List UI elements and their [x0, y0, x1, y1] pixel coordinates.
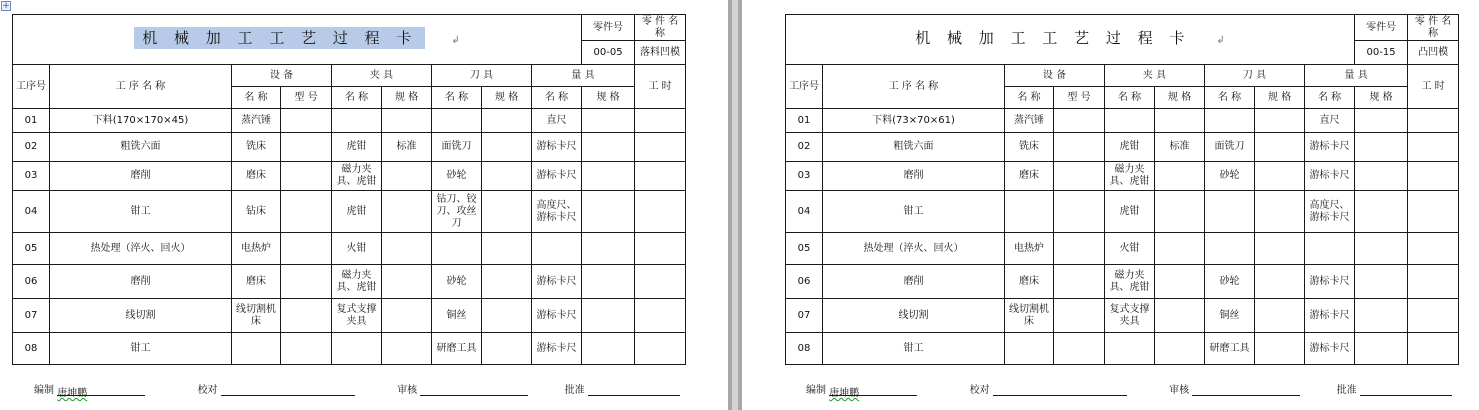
process-row: [13, 265, 686, 299]
compiler-field[interactable]: 唐坤鹏: [57, 384, 145, 396]
gauge-name-cell[interactable]: 游标卡尺: [1305, 133, 1355, 162]
equipment-model-cell[interactable]: [1054, 299, 1105, 333]
page-gutter: [728, 0, 742, 410]
fixture-spec-cell[interactable]: [1155, 162, 1205, 191]
step-no-cell[interactable]: 01: [13, 109, 50, 133]
tool-spec-cell[interactable]: [1255, 299, 1305, 333]
header-equipment: 设 备: [1005, 65, 1105, 87]
check-field[interactable]: [221, 384, 355, 396]
part-name-label: 零 件 名 称: [1408, 15, 1459, 41]
step-no-cell[interactable]: 04: [13, 191, 50, 233]
step-name-cell[interactable]: 下料(170×170×45): [50, 109, 232, 133]
fixture-spec-cell[interactable]: [1155, 299, 1205, 333]
tool-spec-cell[interactable]: [1255, 109, 1305, 133]
fixture-spec-cell[interactable]: [382, 333, 432, 365]
sub-header-name: 名 称: [232, 87, 281, 109]
header-time: 工 时: [635, 65, 686, 109]
time-cell[interactable]: [1408, 162, 1459, 191]
process-row: [786, 162, 1459, 191]
time-cell[interactable]: [635, 233, 686, 265]
approve-label: 批准: [564, 385, 585, 396]
check-label: 校对: [969, 385, 990, 396]
approve-field[interactable]: [588, 384, 680, 396]
fixture-spec-cell[interactable]: [1155, 233, 1205, 265]
gauge-spec-cell[interactable]: [582, 191, 635, 233]
sub-header-model: 型 号: [1054, 87, 1105, 109]
equipment-name-cell[interactable]: 线切割机床: [232, 299, 281, 333]
sub-header-spec: 规 格: [1155, 87, 1205, 109]
review-field[interactable]: [420, 384, 528, 396]
step-no-cell[interactable]: 07: [786, 299, 823, 333]
time-cell[interactable]: [1408, 265, 1459, 299]
step-no-cell[interactable]: 06: [13, 265, 50, 299]
time-cell[interactable]: [635, 265, 686, 299]
tool-name-cell[interactable]: [1205, 191, 1255, 233]
gauge-name-cell[interactable]: 游标卡尺: [532, 133, 582, 162]
step-name-cell[interactable]: 磨削: [50, 265, 232, 299]
process-row: [786, 299, 1459, 333]
step-name-cell[interactable]: 粗铣六面: [50, 133, 232, 162]
tool-name-cell[interactable]: 研磨工具: [432, 333, 482, 365]
gauge-spec-cell[interactable]: [1355, 162, 1408, 191]
equipment-model-cell[interactable]: [281, 333, 332, 365]
step-no-cell[interactable]: 05: [13, 233, 50, 265]
tool-name-cell[interactable]: 铜丝: [432, 299, 482, 333]
step-name-cell[interactable]: 线切割: [823, 299, 1005, 333]
sub-header-name: 名 称: [1105, 87, 1155, 109]
tool-spec-cell[interactable]: [482, 162, 532, 191]
equipment-name-cell[interactable]: 蒸汽锤: [232, 109, 281, 133]
equipment-model-cell[interactable]: [1054, 333, 1105, 365]
gauge-spec-cell[interactable]: [582, 233, 635, 265]
time-cell[interactable]: [635, 333, 686, 365]
step-name-cell[interactable]: 磨削: [50, 162, 232, 191]
fixture-name-cell[interactable]: [332, 109, 382, 133]
tool-spec-cell[interactable]: [1255, 191, 1305, 233]
sub-header-name: 名 称: [432, 87, 482, 109]
gauge-spec-cell[interactable]: [1355, 299, 1408, 333]
equipment-name-cell[interactable]: 铣床: [232, 133, 281, 162]
header-gauge: 量 具: [1305, 65, 1408, 87]
step-no-cell[interactable]: 01: [786, 109, 823, 133]
equipment-name-cell[interactable]: 电热炉: [232, 233, 281, 265]
fixture-name-cell[interactable]: [1105, 333, 1155, 365]
part-name-label: 零 件 名 称: [635, 15, 686, 41]
step-no-cell[interactable]: 08: [786, 333, 823, 365]
header-step-name: 工 序 名 称: [823, 65, 1005, 109]
tool-name-cell[interactable]: 砂轮: [1205, 265, 1255, 299]
sub-header-name: 名 称: [532, 87, 582, 109]
equipment-model-cell[interactable]: [1054, 233, 1105, 265]
sub-header-spec: 规 格: [382, 87, 432, 109]
tool-spec-cell[interactable]: [1255, 162, 1305, 191]
equipment-model-cell[interactable]: [1054, 191, 1105, 233]
sub-header-spec: 规 格: [1255, 87, 1305, 109]
fixture-spec-cell[interactable]: [1155, 191, 1205, 233]
tool-name-cell[interactable]: [432, 109, 482, 133]
header-fixture: 夹 具: [1105, 65, 1205, 87]
step-no-cell[interactable]: 03: [13, 162, 50, 191]
compile-label: 编制: [806, 385, 826, 396]
step-no-cell[interactable]: 06: [786, 265, 823, 299]
equipment-model-cell[interactable]: [281, 233, 332, 265]
tool-spec-cell[interactable]: [482, 133, 532, 162]
fixture-name-cell[interactable]: 磁力夹具、虎钳: [1105, 162, 1155, 191]
step-no-cell[interactable]: 02: [13, 133, 50, 162]
tool-name-cell[interactable]: 砂轮: [1205, 162, 1255, 191]
tool-spec-cell[interactable]: [1255, 265, 1305, 299]
fixture-name-cell[interactable]: 虎钳: [332, 133, 382, 162]
fixture-name-cell[interactable]: 火钳: [332, 233, 382, 265]
time-cell[interactable]: [635, 191, 686, 233]
step-name-cell[interactable]: 钳工: [50, 191, 232, 233]
process-row: [13, 333, 686, 365]
sub-header-model: 型 号: [281, 87, 332, 109]
fixture-spec-cell[interactable]: [1155, 265, 1205, 299]
step-name-cell[interactable]: 磨削: [823, 265, 1005, 299]
equipment-model-cell[interactable]: [1054, 162, 1105, 191]
step-name-cell[interactable]: 线切割: [50, 299, 232, 333]
equipment-model-cell[interactable]: [281, 191, 332, 233]
tool-name-cell[interactable]: 砂轮: [432, 265, 482, 299]
card-title[interactable]: 机 械 加 工 工 艺 过 程 卡 ↲: [13, 15, 582, 65]
paragraph-mark-icon: ↲: [451, 35, 460, 46]
sub-header-name: 名 称: [1305, 87, 1355, 109]
gauge-name-cell[interactable]: 高度尺、游标卡尺: [532, 191, 582, 233]
tool-name-cell[interactable]: 砂轮: [432, 162, 482, 191]
fixture-name-cell[interactable]: 复式支撑夹具: [1105, 299, 1155, 333]
process-row: [13, 133, 686, 162]
step-name-cell[interactable]: 钳工: [823, 333, 1005, 365]
sub-header-spec: 规 格: [1355, 87, 1408, 109]
tool-spec-cell[interactable]: [482, 333, 532, 365]
header-step-no: 工序号: [786, 65, 823, 109]
fixture-name-cell[interactable]: 火钳: [1105, 233, 1155, 265]
process-row: [786, 191, 1459, 233]
equipment-name-cell[interactable]: [232, 333, 281, 365]
header-equipment: 设 备: [232, 65, 332, 87]
part-no-value[interactable]: 00-05: [582, 41, 635, 65]
time-cell[interactable]: [1408, 191, 1459, 233]
header-step-name: 工 序 名 称: [50, 65, 232, 109]
gauge-spec-cell[interactable]: [582, 333, 635, 365]
time-cell[interactable]: [635, 133, 686, 162]
equipment-model-cell[interactable]: [1054, 133, 1105, 162]
gauge-spec-cell[interactable]: [1355, 333, 1408, 365]
check-label: 校对: [197, 385, 218, 396]
time-cell[interactable]: [1408, 299, 1459, 333]
gauge-name-cell[interactable]: 游标卡尺: [1305, 265, 1355, 299]
fixture-name-cell[interactable]: 虎钳: [1105, 133, 1155, 162]
sub-header-name: 名 称: [332, 87, 382, 109]
gauge-name-cell[interactable]: 游标卡尺: [532, 162, 582, 191]
step-name-cell[interactable]: 热处理（淬火、回火）: [823, 233, 1005, 265]
equipment-name-cell[interactable]: 线切割机床: [1005, 299, 1054, 333]
equipment-name-cell[interactable]: 蒸汽锤: [1005, 109, 1054, 133]
process-row: [786, 233, 1459, 265]
tool-spec-cell[interactable]: [1255, 133, 1305, 162]
gauge-name-cell[interactable]: [1305, 233, 1355, 265]
gauge-spec-cell[interactable]: [582, 109, 635, 133]
gauge-name-cell[interactable]: 游标卡尺: [532, 299, 582, 333]
review-label: 审核: [1169, 385, 1190, 396]
step-no-cell[interactable]: 03: [786, 162, 823, 191]
process-row: [13, 162, 686, 191]
tool-spec-cell[interactable]: [482, 299, 532, 333]
tool-name-cell[interactable]: 铜丝: [1205, 299, 1255, 333]
footer-signoff: [806, 381, 1452, 399]
step-no-cell[interactable]: 07: [13, 299, 50, 333]
step-no-cell[interactable]: 05: [786, 233, 823, 265]
equipment-name-cell[interactable]: 铣床: [1005, 133, 1054, 162]
compiler-field[interactable]: 唐坤鹏: [829, 384, 917, 396]
header-gauge: 量 具: [532, 65, 635, 87]
gauge-spec-cell[interactable]: [1355, 109, 1408, 133]
tool-spec-cell[interactable]: [482, 109, 532, 133]
fixture-spec-cell[interactable]: [382, 109, 432, 133]
gauge-spec-cell[interactable]: [582, 299, 635, 333]
process-row: [13, 191, 686, 233]
process-card-table: [785, 14, 1459, 365]
equipment-model-cell[interactable]: [281, 299, 332, 333]
fixture-spec-cell[interactable]: [1155, 333, 1205, 365]
part-name-value[interactable]: 落料凹模: [635, 41, 686, 65]
equipment-name-cell[interactable]: 磨床: [232, 162, 281, 191]
paragraph-mark-icon: ↲: [1216, 35, 1225, 46]
part-no-value[interactable]: 00-15: [1355, 41, 1408, 65]
fixture-name-cell[interactable]: 磁力夹具、虎钳: [332, 265, 382, 299]
time-cell[interactable]: [635, 109, 686, 133]
process-row: [786, 133, 1459, 162]
step-name-cell[interactable]: 下料(73×70×61): [823, 109, 1005, 133]
tool-name-cell[interactable]: 面铣刀: [1205, 133, 1255, 162]
approve-label: 批准: [1336, 385, 1357, 396]
tool-spec-cell[interactable]: [1255, 333, 1305, 365]
process-row: [786, 109, 1459, 133]
sub-header-name: 名 称: [1205, 87, 1255, 109]
time-cell[interactable]: [1408, 133, 1459, 162]
step-no-cell[interactable]: 08: [13, 333, 50, 365]
card-title[interactable]: 机 械 加 工 工 艺 过 程 卡 ↲: [786, 15, 1355, 65]
gauge-name-cell[interactable]: 直尺: [1305, 109, 1355, 133]
step-no-cell[interactable]: 02: [786, 133, 823, 162]
gauge-name-cell[interactable]: 高度尺、游标卡尺: [1305, 191, 1355, 233]
fixture-spec-cell[interactable]: 标准: [382, 133, 432, 162]
review-label: 审核: [397, 385, 418, 396]
gauge-name-cell[interactable]: [532, 233, 582, 265]
tool-name-cell[interactable]: [1205, 109, 1255, 133]
time-cell[interactable]: [635, 162, 686, 191]
gauge-spec-cell[interactable]: [1355, 191, 1408, 233]
equipment-model-cell[interactable]: [281, 265, 332, 299]
gauge-name-cell[interactable]: 游标卡尺: [1305, 333, 1355, 365]
fixture-name-cell[interactable]: [332, 333, 382, 365]
gauge-spec-cell[interactable]: [582, 133, 635, 162]
compile-label: 编制: [34, 385, 54, 396]
part-no-label: 零件号: [1355, 15, 1408, 41]
fixture-name-cell[interactable]: 复式支撑夹具: [332, 299, 382, 333]
step-name-cell[interactable]: 热处理（淬火、回火）: [50, 233, 232, 265]
equipment-model-cell[interactable]: [1054, 109, 1105, 133]
equipment-name-cell[interactable]: 磨床: [232, 265, 281, 299]
gauge-name-cell[interactable]: 游标卡尺: [1305, 299, 1355, 333]
fixture-name-cell[interactable]: 磁力夹具、虎钳: [332, 162, 382, 191]
gauge-spec-cell[interactable]: [1355, 265, 1408, 299]
document-page-right: [742, 0, 1470, 410]
process-row: [786, 333, 1459, 365]
fixture-spec-cell[interactable]: [382, 233, 432, 265]
tool-spec-cell[interactable]: [482, 191, 532, 233]
step-name-cell[interactable]: 钳工: [50, 333, 232, 365]
step-name-cell[interactable]: 钳工: [823, 191, 1005, 233]
gauge-spec-cell[interactable]: [1355, 133, 1408, 162]
header-step-no: 工序号: [13, 65, 50, 109]
header-tool: 刀 具: [1205, 65, 1305, 87]
approve-field[interactable]: [1360, 384, 1452, 396]
time-cell[interactable]: [1408, 109, 1459, 133]
tool-spec-cell[interactable]: [482, 265, 532, 299]
process-card-table: [12, 14, 686, 365]
fixture-name-cell[interactable]: 虎钳: [1105, 191, 1155, 233]
tool-name-cell[interactable]: [432, 233, 482, 265]
fixture-spec-cell[interactable]: [382, 265, 432, 299]
equipment-name-cell[interactable]: [1005, 333, 1054, 365]
footer-signoff: [34, 381, 680, 399]
gauge-name-cell[interactable]: 游标卡尺: [532, 333, 582, 365]
equipment-model-cell[interactable]: [1054, 265, 1105, 299]
time-cell[interactable]: [635, 299, 686, 333]
equipment-model-cell[interactable]: [281, 109, 332, 133]
gauge-name-cell[interactable]: 游标卡尺: [532, 265, 582, 299]
fixture-spec-cell[interactable]: [382, 299, 432, 333]
part-no-label: 零件号: [582, 15, 635, 41]
process-row: [13, 109, 686, 133]
gauge-spec-cell[interactable]: [1355, 233, 1408, 265]
equipment-name-cell[interactable]: 电热炉: [1005, 233, 1054, 265]
header-time: 工 时: [1408, 65, 1459, 109]
step-name-cell[interactable]: 磨削: [823, 162, 1005, 191]
fixture-spec-cell[interactable]: [382, 191, 432, 233]
header-tool: 刀 具: [432, 65, 532, 87]
fixture-name-cell[interactable]: 磁力夹具、虎钳: [1105, 265, 1155, 299]
header-fixture: 夹 具: [332, 65, 432, 87]
tool-spec-cell[interactable]: [1255, 233, 1305, 265]
part-name-value[interactable]: 凸凹模: [1408, 41, 1459, 65]
gauge-name-cell[interactable]: 游标卡尺: [1305, 162, 1355, 191]
fixture-spec-cell[interactable]: [1155, 109, 1205, 133]
tool-name-cell[interactable]: 钻刀、铰刀、攻丝刀: [432, 191, 482, 233]
tool-name-cell[interactable]: 研磨工具: [1205, 333, 1255, 365]
gauge-spec-cell[interactable]: [582, 162, 635, 191]
gauge-spec-cell[interactable]: [582, 265, 635, 299]
process-row: [786, 265, 1459, 299]
tool-spec-cell[interactable]: [482, 233, 532, 265]
fixture-name-cell[interactable]: 虎钳: [332, 191, 382, 233]
gauge-name-cell[interactable]: 直尺: [532, 109, 582, 133]
sub-header-spec: 规 格: [482, 87, 532, 109]
fixture-name-cell[interactable]: [1105, 109, 1155, 133]
review-field[interactable]: [1192, 384, 1300, 396]
equipment-name-cell[interactable]: 磨床: [1005, 162, 1054, 191]
tool-name-cell[interactable]: 面铣刀: [432, 133, 482, 162]
fixture-spec-cell[interactable]: 标准: [1155, 133, 1205, 162]
tool-name-cell[interactable]: [1205, 233, 1255, 265]
equipment-name-cell[interactable]: [1005, 191, 1054, 233]
equipment-model-cell[interactable]: [281, 162, 332, 191]
sub-header-spec: 规 格: [582, 87, 635, 109]
equipment-name-cell[interactable]: 钻床: [232, 191, 281, 233]
process-row: [13, 299, 686, 333]
fixture-spec-cell[interactable]: [382, 162, 432, 191]
document-page-left: [0, 0, 728, 410]
step-no-cell[interactable]: 04: [786, 191, 823, 233]
time-cell[interactable]: [1408, 233, 1459, 265]
step-name-cell[interactable]: 粗铣六面: [823, 133, 1005, 162]
table-move-icon[interactable]: +: [2, 1, 10, 11]
time-cell[interactable]: [1408, 333, 1459, 365]
equipment-model-cell[interactable]: [281, 133, 332, 162]
check-field[interactable]: [993, 384, 1127, 396]
sub-header-name: 名 称: [1005, 87, 1054, 109]
process-row: [13, 233, 686, 265]
equipment-name-cell[interactable]: 磨床: [1005, 265, 1054, 299]
